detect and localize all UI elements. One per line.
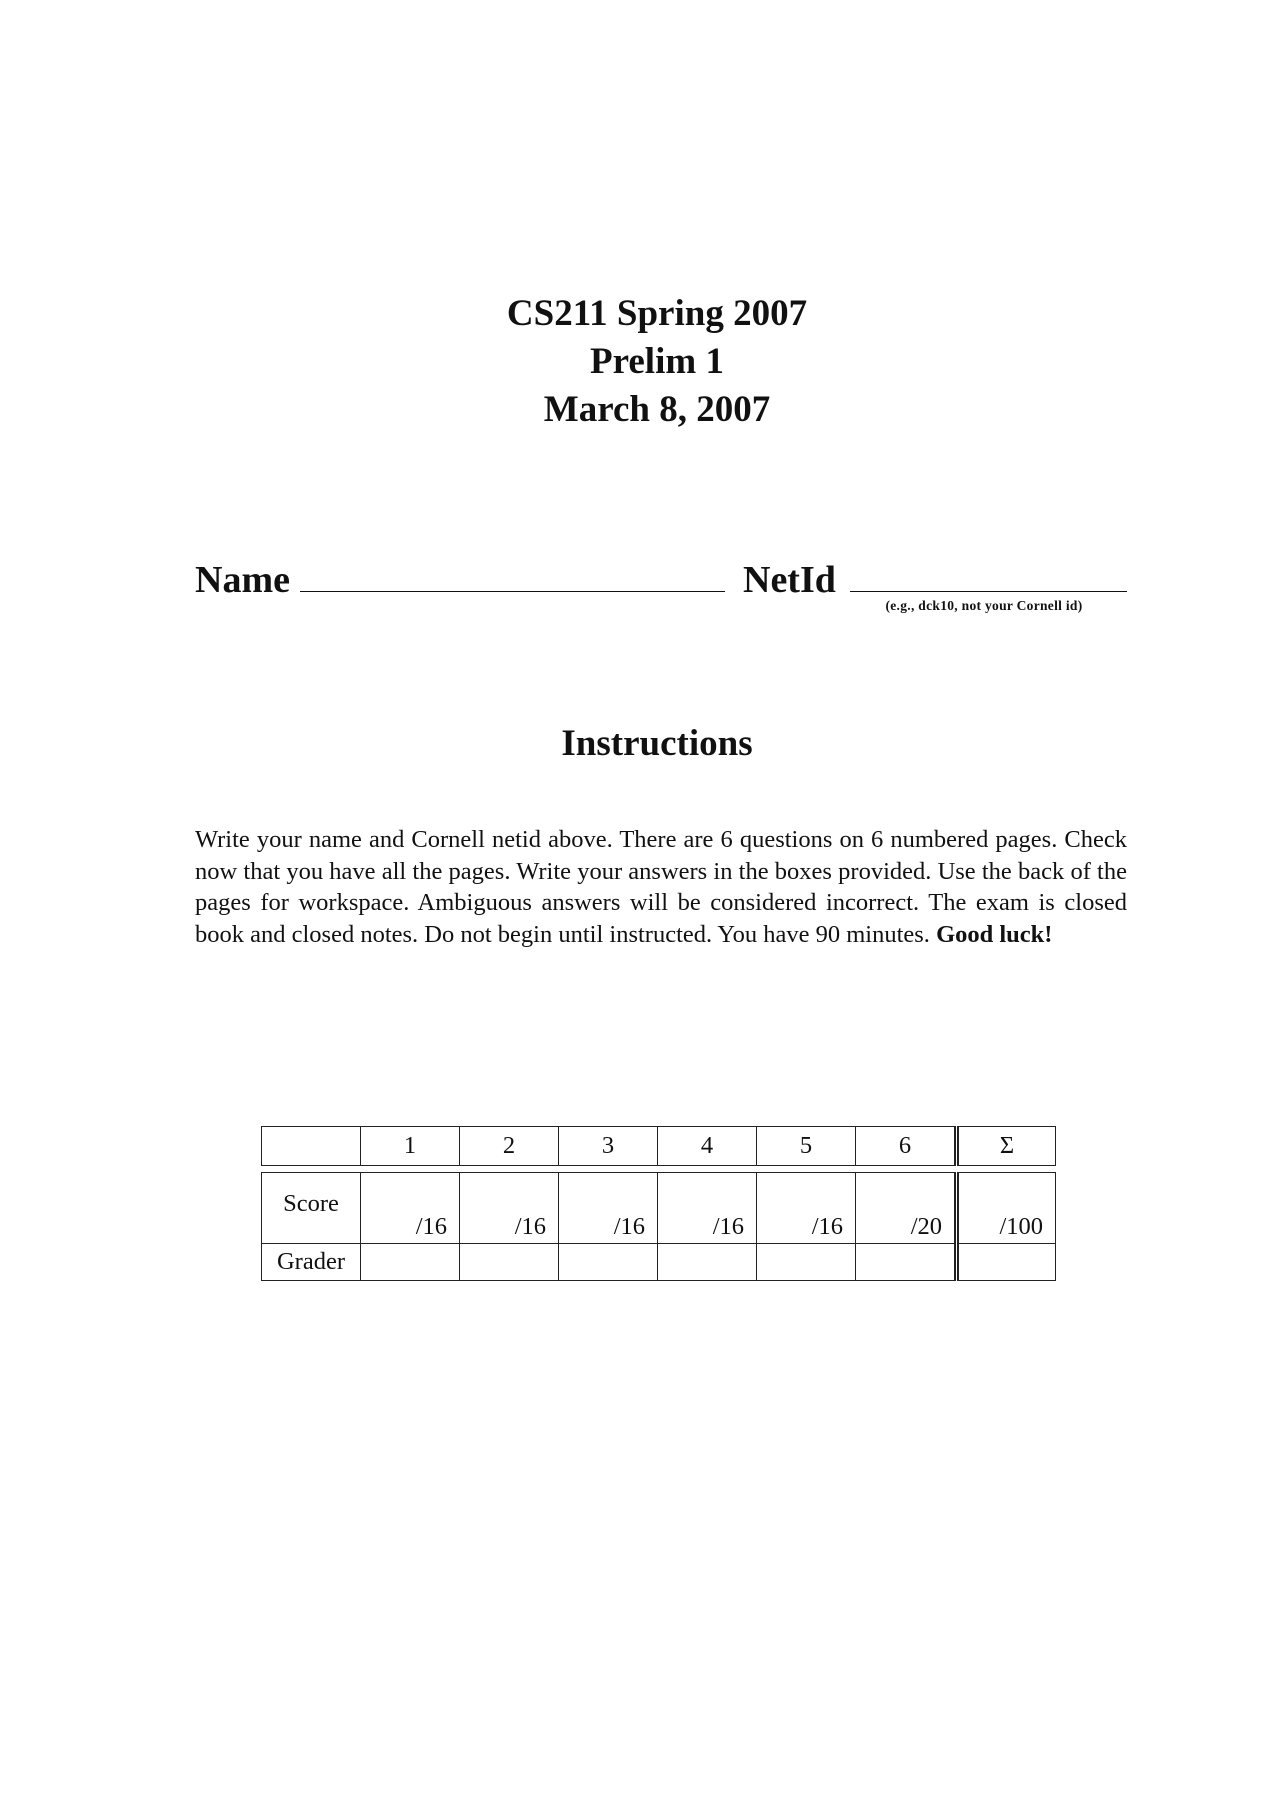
- score-cell[interactable]: [856, 1173, 957, 1244]
- question-header-cell: 5: [757, 1127, 856, 1166]
- question-header-cell: 1: [361, 1127, 460, 1166]
- netid-hint: (e.g., dck10, not your Cornell id): [885, 598, 1083, 613]
- score-cell[interactable]: [658, 1173, 757, 1244]
- grader-cell[interactable]: [361, 1244, 460, 1281]
- total-score-cell[interactable]: [957, 1173, 1056, 1244]
- exam-name: Prelim 1: [590, 341, 724, 382]
- instructions-paragraph: [195, 824, 1127, 950]
- name-label: Name: [195, 559, 290, 601]
- good-luck-text: Good luck!: [936, 920, 1053, 948]
- score-row: [262, 1173, 1056, 1244]
- score-row-label: Score: [262, 1173, 361, 1244]
- question-header-cell: 6: [856, 1127, 957, 1166]
- instructions-body: Write your name and Cornell netid above. There are 6 questions on 6 numbered pages. Check now that you have all the pages. Write your answers in the boxes provided. Use the back of the pages for workspace. Ambiguous answers will be considered incorrect. The exam is closed book and closed notes. Do not begin until instructed. You have 90 minutes.: [195, 826, 1127, 948]
- sum-header-cell: Σ: [957, 1127, 1056, 1166]
- grader-row: [262, 1244, 1056, 1281]
- score-cell[interactable]: [757, 1173, 856, 1244]
- score-table: [261, 1126, 1056, 1281]
- question-header-cell: 4: [658, 1127, 757, 1166]
- score-cell[interactable]: [361, 1173, 460, 1244]
- max-points: /16: [712, 1213, 744, 1240]
- max-points: /20: [910, 1213, 942, 1240]
- max-points: /16: [811, 1213, 843, 1240]
- grader-cell[interactable]: [757, 1244, 856, 1281]
- instructions-heading: Instructions: [561, 723, 753, 764]
- grader-cell[interactable]: [658, 1244, 757, 1281]
- header-corner-cell: [262, 1127, 361, 1166]
- grader-cell[interactable]: [856, 1244, 957, 1281]
- course-title: CS211 Spring 2007: [506, 293, 808, 334]
- question-header-cell: 3: [559, 1127, 658, 1166]
- score-table-spacer-row: [262, 1166, 1056, 1173]
- max-points: /16: [514, 1213, 546, 1240]
- identity-row: [195, 558, 1127, 618]
- question-header-cell: 2: [460, 1127, 559, 1166]
- grader-cell[interactable]: [460, 1244, 559, 1281]
- netid-label: NetId: [743, 559, 836, 601]
- score-cell[interactable]: [559, 1173, 658, 1244]
- score-table-header-row: [262, 1127, 1056, 1166]
- total-points: /100: [999, 1213, 1043, 1240]
- grader-cell[interactable]: [559, 1244, 658, 1281]
- exam-date: March 8, 2007: [543, 389, 771, 430]
- max-points: /16: [613, 1213, 645, 1240]
- netid-field-line[interactable]: [850, 591, 1127, 592]
- name-field-line[interactable]: [300, 591, 725, 592]
- exam-title-block: [0, 290, 1280, 434]
- grader-total-cell[interactable]: [957, 1244, 1056, 1281]
- max-points: /16: [415, 1213, 447, 1240]
- score-cell[interactable]: [460, 1173, 559, 1244]
- grader-row-label: Grader: [262, 1244, 361, 1281]
